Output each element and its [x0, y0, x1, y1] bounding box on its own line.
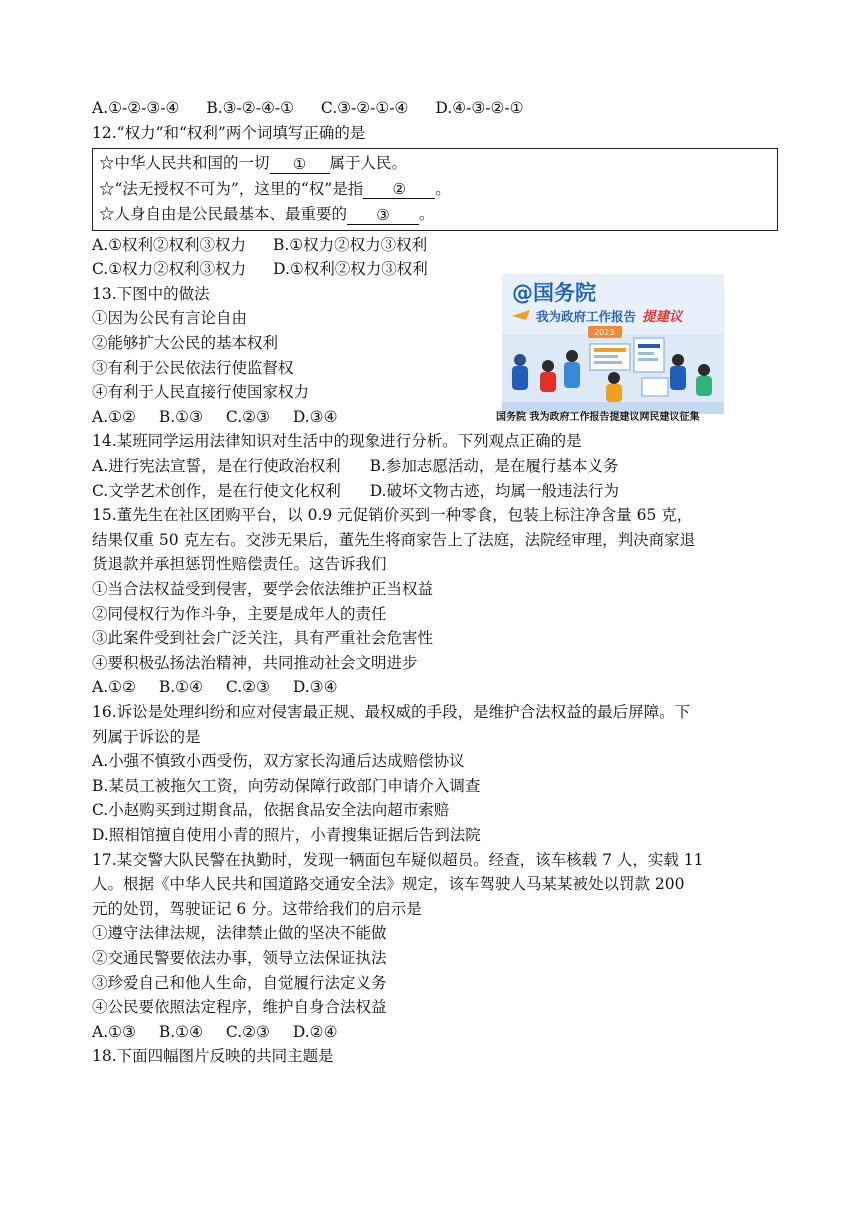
q13-figure-illustration [502, 274, 724, 414]
q15-options [92, 675, 782, 700]
q17-stem-line-1: 17.某交警大队民警在执勤时，发现一辆面包车疑似超员。经查，该车核载 7 人，实载 11 [92, 850, 704, 869]
q13-stem: 13.下图中的做法 [92, 284, 210, 303]
q17-item-3: ③珍爱自己和他人生命，自觉履行法定义务 [92, 973, 387, 992]
q13-item-1: ①因为公民有言论自由 [92, 309, 248, 328]
q13-option-a: A.①② [92, 407, 136, 426]
q12-options-row-1 [92, 233, 782, 258]
q13-figure-year: 2023 [594, 327, 615, 337]
q17-stem-line-2: 人。根据《中华人民共和国道路交通安全法》规定，该车驾驶人马某某被处以罚款 200 [92, 875, 685, 894]
q13-item-4: ④有利于人民直接行使国家权力 [92, 383, 310, 402]
q14-option-b: B.参加志愿活动，是在履行基本义务 [369, 457, 619, 476]
q17-stem-line-3: 元的处罚，驾驶证记 6 分。这带给我们的启示是 [92, 899, 422, 918]
q13-figure-title: @国务院 [512, 280, 596, 305]
q15-item-1: ①当合法权益受到侵害，要学会依法维护正当权益 [92, 580, 434, 598]
q17-item-2: ②交通民警要依法办事，领导立法保证执法 [92, 948, 387, 967]
q11-options [92, 96, 782, 121]
q18-stem: 18.下面四幅图片反映的共同主题是 [92, 1047, 334, 1066]
q14-option-d: D.破坏文物古迹，均属一般违法行为 [369, 481, 619, 500]
q15-stem-line-1: 15.董先生在社区团购平台，以 0.9 元促销价买到一种零食，包装上标注净含量 65 克， [92, 506, 693, 525]
q15-item-2: ②同侵权行为作斗争，主要是成年人的责任 [92, 604, 387, 623]
q12-option-c: C.①权力②权利③权力 [92, 260, 247, 279]
q12-option-d: D.①权利②权力③权利 [273, 260, 428, 279]
q11-option-d: D.④-③-②-① [435, 99, 524, 117]
q12-option-b: B.①权力②权力③权利 [272, 235, 428, 254]
q16-stem-line-1: 16.诉讼是处理纠纷和应对侵害最正规、最权威的手段，是维护合法权益的最后屏障。下 [92, 702, 691, 721]
q17-option-a: A.①③ [92, 1022, 136, 1041]
q13-figure-subtitle-a: 我为政府工作报告 [536, 308, 637, 324]
q14-options-row-1 [92, 454, 782, 479]
q15-stem-line-3: 货退款并承担惩罚性赔偿责任。这告诉我们 [92, 555, 387, 574]
q11-option-a: A.①-②-③-④ [92, 99, 180, 117]
q13-item-2: ②能够扩大公民的基本权利 [92, 334, 279, 353]
q12-statement-3-text: ☆人身自由是公民最基本、最重要的 [99, 205, 348, 224]
q14-options-row-2 [92, 479, 782, 504]
q15-option-c: C.②③ [225, 678, 270, 697]
q12-statement-3-end: 。 [419, 205, 435, 224]
q15-item-3: ③此案件受到社会广泛关注，具有严重社会危害性 [92, 629, 434, 648]
q13-option-d: D.③④ [292, 407, 338, 426]
q16-option-c: C.小赵购买到过期食品，依据食品安全法向超市索赔 [92, 801, 450, 820]
q12-statement-3 [99, 202, 771, 228]
q15-stem-line-2: 结果仅重 50 克左右。交涉无果后，董先生将商家告上了法庭，法院经审理，判决商家退 [92, 530, 696, 549]
q16-option-a: A.小强不慎致小西受伤，双方家长沟通后达成赔偿协议 [92, 752, 465, 771]
q11-option-c: C.③-②-①-④ [320, 99, 409, 117]
q13-option-b: B.①③ [158, 407, 203, 426]
q17-item-4: ④公民要依照法定程序，维护自身合法权益 [92, 998, 387, 1017]
q12-statement-2-text: ☆“法无授权不可为”，这里的“权”是指 [99, 179, 364, 198]
q14-option-a: A.进行宪法宣誓，是在行使政治权利 [92, 457, 341, 476]
q12-statement-2 [99, 177, 771, 203]
q12-statement-box [92, 148, 778, 231]
q17-item-1: ①遵守法律法规，法律禁止做的坚决不能做 [92, 924, 387, 943]
q13-figure-subtitle-b: 提建议 [642, 308, 683, 325]
q17-option-d: D.②④ [292, 1022, 338, 1041]
q12-option-a: A.①权利②权利③权力 [92, 235, 247, 254]
q12-statement-1-text: ☆中华人民共和国的一切 [99, 154, 270, 173]
q13-item-3: ③有利于公民依法行使监督权 [92, 358, 294, 377]
q14-option-c: C.文学艺术创作，是在行使文化权利 [92, 481, 341, 500]
q12-statement-1-end: 属于人民。 [329, 154, 408, 173]
q17-options [92, 1020, 782, 1045]
q13-option-c: C.②③ [225, 407, 270, 426]
q12-blank-3: ③ [347, 206, 419, 225]
q13-block [92, 282, 782, 430]
q17-option-b: B.①④ [158, 1022, 203, 1041]
q12-blank-2: ② [363, 180, 435, 199]
q16-option-d: D.照相馆擅自使用小青的照片，小青搜集证据后告到法院 [92, 825, 481, 844]
q15-option-a: A.①② [92, 678, 136, 697]
q12-statement-1 [99, 151, 771, 177]
q12-statement-2-end: 。 [435, 179, 451, 198]
exam-page [92, 96, 782, 1069]
q17-option-c: C.②③ [225, 1022, 270, 1041]
q13-figure [502, 274, 724, 414]
q13-figure-caption: 国务院 我为政府工作报告提建议网民建议征集 [496, 411, 700, 423]
q15-option-d: D.③④ [292, 678, 338, 697]
q15-option-b: B.①④ [158, 678, 203, 697]
q14-stem: 14.某班同学运用法律知识对生活中的现象进行分析。下列观点正确的是 [92, 432, 582, 451]
q15-item-4: ④要积极弘扬法治精神，共同推动社会文明进步 [92, 653, 418, 672]
q12-stem: 12.“权力”和“权利”两个词填写正确的是 [92, 123, 366, 142]
q16-stem-line-2: 列属于诉讼的是 [92, 727, 201, 746]
q12-blank-1: ① [270, 155, 330, 174]
q16-option-b: B.某员工被拖欠工资，向劳动保障行政部门申请介入调查 [92, 776, 481, 795]
q11-option-b: B.③-②-④-① [206, 99, 294, 117]
